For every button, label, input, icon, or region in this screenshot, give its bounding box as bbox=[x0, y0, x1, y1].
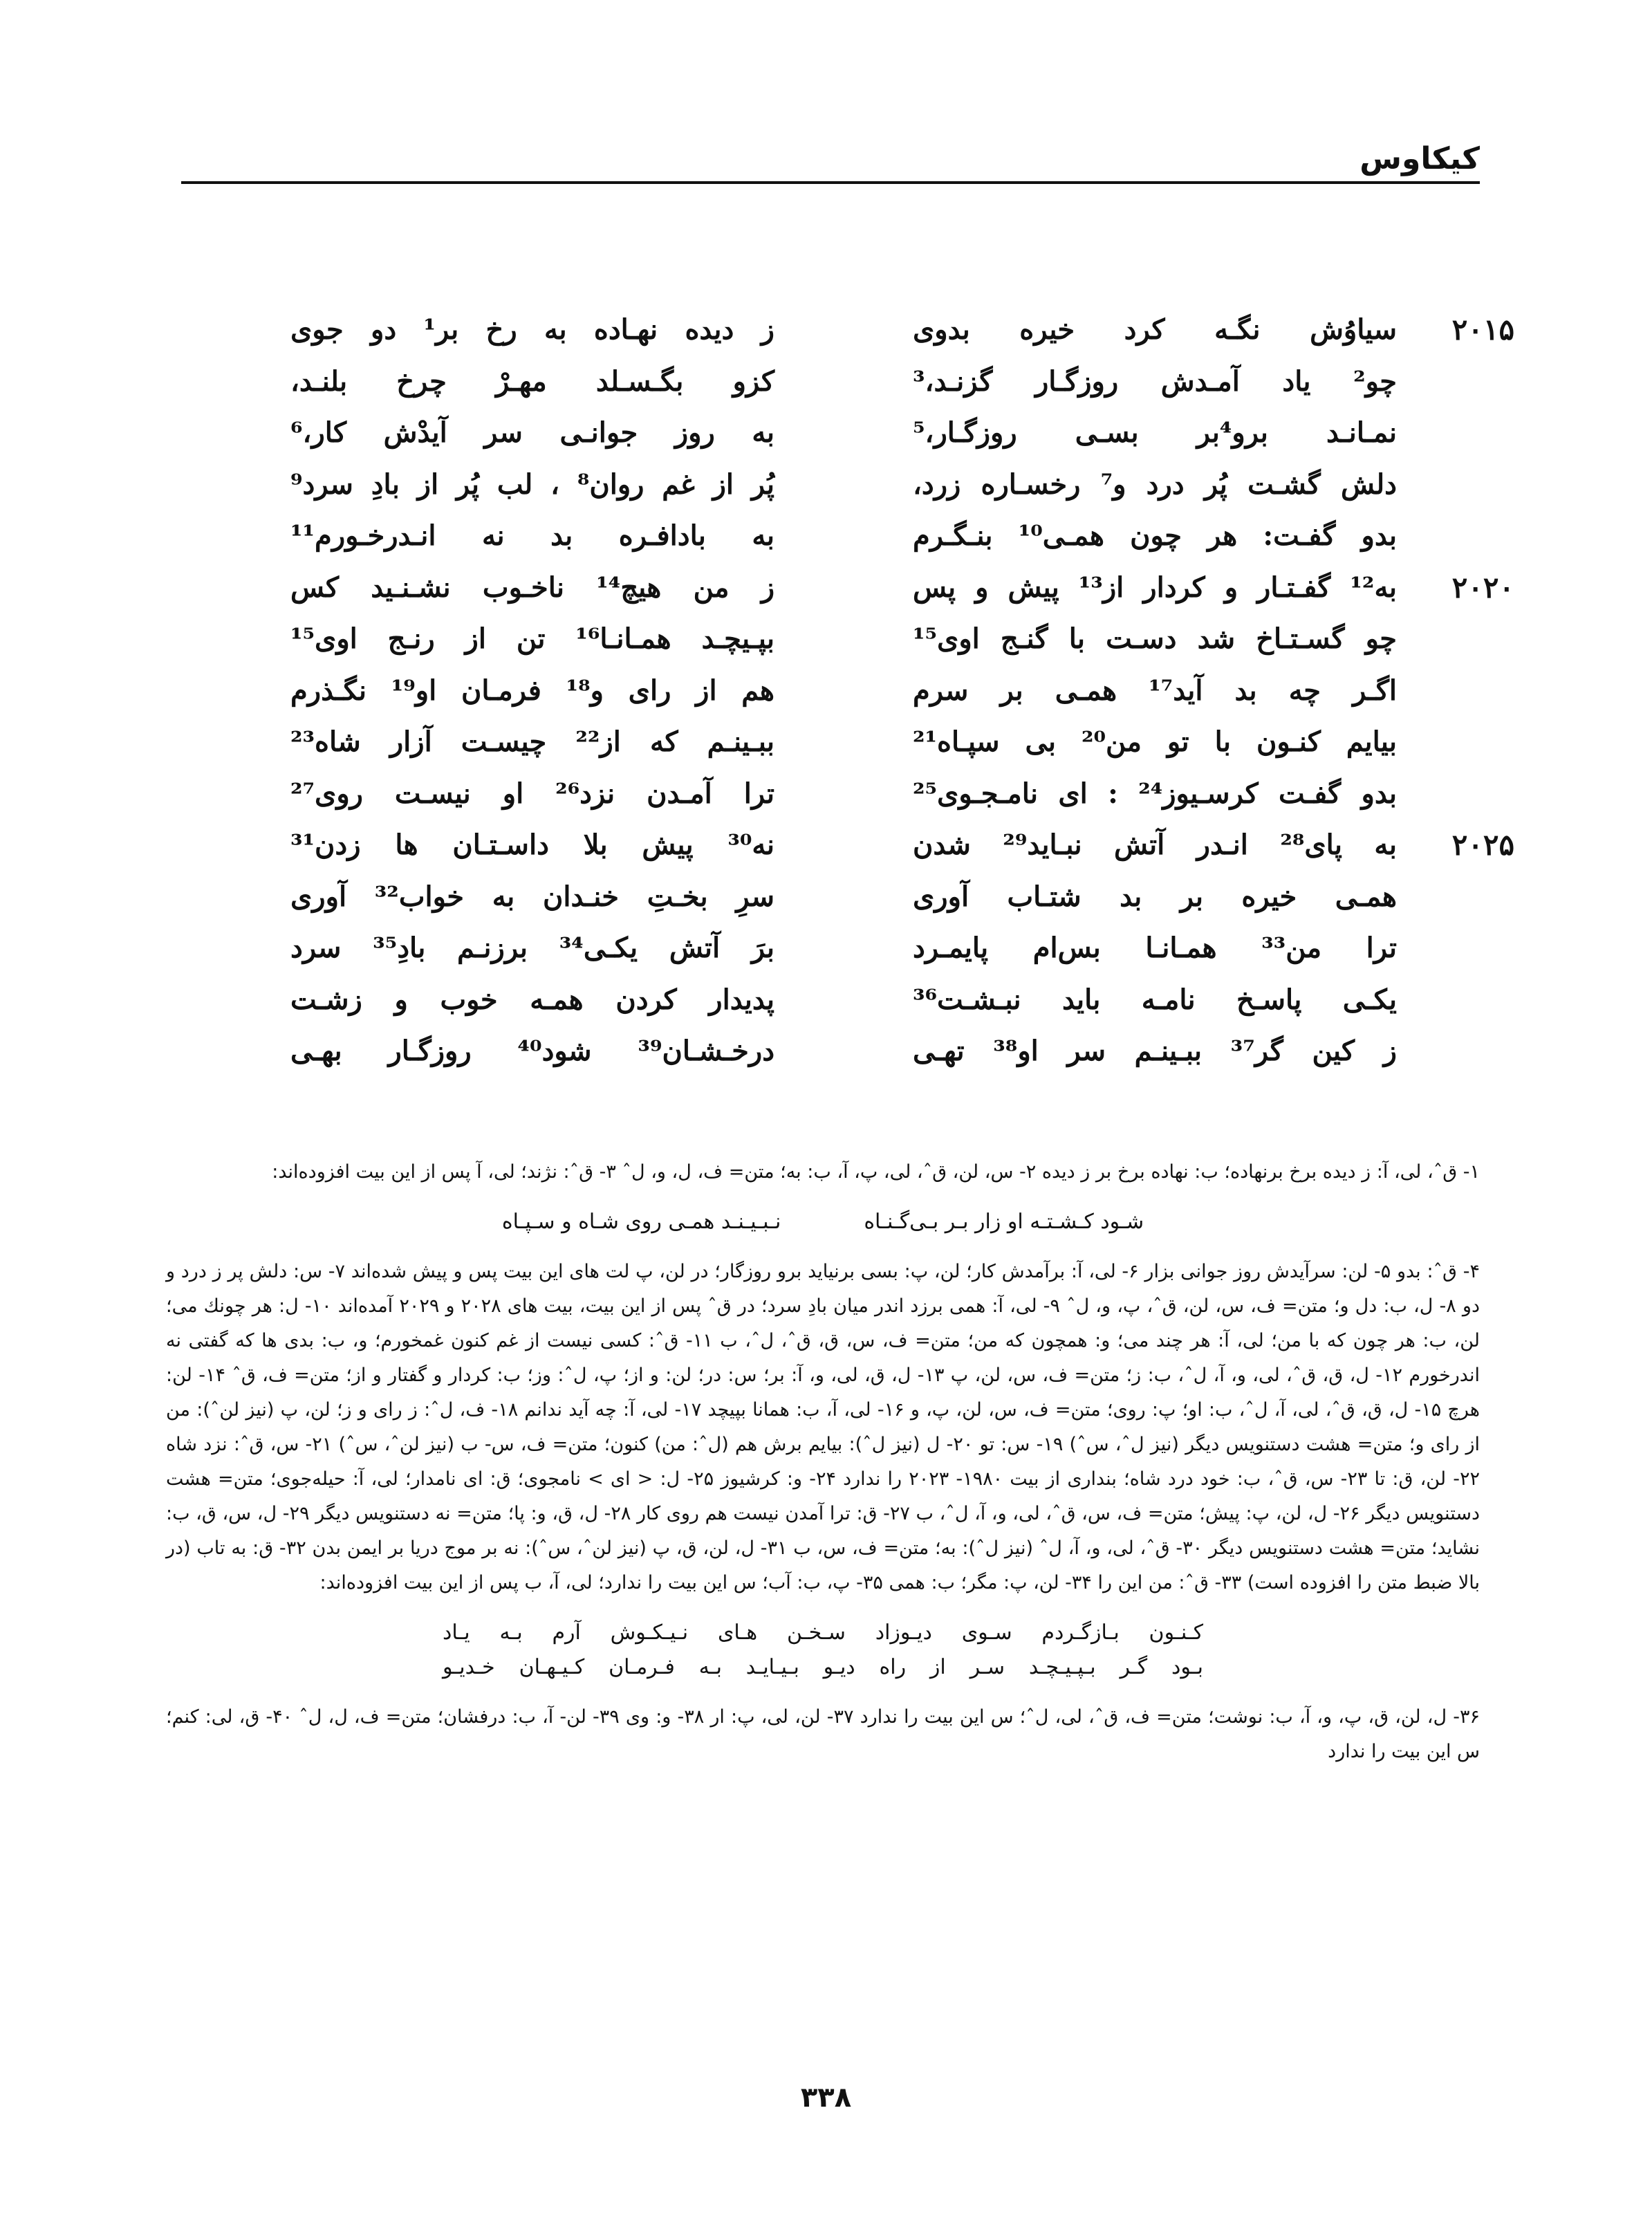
verse-line bbox=[290, 923, 774, 974]
hemistich: اگـر چه بد آید¹⁷ همـی بر سرم bbox=[913, 674, 1398, 707]
footnote-couplet bbox=[166, 1616, 1480, 1685]
verse-line bbox=[913, 613, 1397, 665]
verse-line bbox=[913, 974, 1397, 1026]
hemistich: بیایم کنـون با تو من²⁰ بی سپـاه²¹ bbox=[913, 726, 1397, 758]
hemistich: نه³⁰ پیش بلا داسـتـان ها زدن³¹ bbox=[290, 829, 774, 861]
poem-body bbox=[290, 304, 1514, 1086]
hemistich: ترا آمـدن نزد²⁶ او نیسـت روی²⁷ bbox=[290, 777, 775, 810]
hemistich: ز دیده نهـاده به رخ بر¹ دو جوی bbox=[290, 313, 774, 346]
hemistich: چو گسـتـاخ شد دسـت با گنـج اوی¹⁵ bbox=[913, 622, 1397, 655]
hemistich: ترا من³³ همـانـا بس‌ام پایمـرد bbox=[913, 932, 1397, 964]
verse-line bbox=[290, 820, 774, 871]
hemistich: کزو بگـسـلد مهـرْ چرخ بلنـد، bbox=[290, 364, 774, 398]
verse-line bbox=[913, 562, 1514, 614]
verse-line bbox=[290, 665, 774, 717]
footnotes bbox=[166, 1155, 1480, 1769]
couplet-line: کـنـون بـازگـردم سـوی دیـوزاد سـخـن هـای نـیـکـوش آرم بـه یـاد bbox=[443, 1620, 1203, 1645]
hemistich: سیاوُش نگـه کرد خیره بدوی bbox=[913, 313, 1397, 346]
couplet-hemistich: نـبـیـنـد همـی روی شـاه و سـپـاه bbox=[501, 1210, 781, 1234]
hemistich: ز من هیچ¹⁴ ناخـوب نشـنـید کس bbox=[290, 571, 775, 604]
hemistich: ببـینـم که از²² چیسـت آزار شاه²³ bbox=[290, 726, 775, 758]
verse-line bbox=[913, 768, 1397, 820]
verse-line bbox=[290, 613, 774, 665]
footnote-paragraph: ۱- قˆ، لی، آ: ز دیده برخ برنهاده؛ ب: نهاده برخ بر ز دیده ۲- س، لن، قˆ، لی، پ، آ، ب: به؛ متن= ف، ل، و، لˆ ۳- قˆ: نژند؛ لی، آ پس از این بیت افزوده‌اند: bbox=[272, 1161, 1480, 1183]
verse-line bbox=[290, 459, 774, 511]
verse-line bbox=[290, 304, 774, 356]
verse-line bbox=[290, 974, 774, 1026]
couplet-line: بـود گـر بـپـیـچـد سـر از راه دیـو بـیـایـد بـه فـرمـان کـیـهـان خـدیـو bbox=[443, 1655, 1203, 1679]
hemistich: به پای²⁸ انـدر آتش نبـاید²⁹ شدن bbox=[913, 829, 1397, 861]
verse-line bbox=[913, 459, 1397, 511]
verse-line bbox=[290, 768, 774, 820]
verse-line bbox=[913, 356, 1397, 408]
hemistich: دلش گشـت پُر درد و⁷ رخسـاره زرد، bbox=[913, 468, 1397, 501]
verse-line bbox=[913, 820, 1514, 871]
verse-line bbox=[290, 562, 774, 614]
verse-line bbox=[290, 871, 774, 923]
hemistich: پُر از غم روان⁸ ، لب پُر از بادِ سرد⁹ bbox=[290, 468, 775, 501]
verse-line bbox=[913, 871, 1397, 923]
hemistich: سرِ بخـتِ خنـدان به خواب³² آوری bbox=[290, 880, 774, 913]
hemistich: یکـی پاسـخ نامـه باید نبـشـت³⁶ bbox=[913, 983, 1397, 1016]
hemistich: هم از رای و¹⁸ فرمـان او¹⁹ نگـذرم bbox=[290, 674, 774, 707]
hemistich: نمـانـد برو⁴بر بسـی روزگـار،⁵ bbox=[913, 416, 1397, 449]
verse-line bbox=[913, 717, 1397, 768]
hemistich: برَ آتش یکـی³⁴ برزنـم بادِ³⁵ سرد bbox=[290, 932, 775, 964]
poem-column-right bbox=[913, 304, 1514, 1078]
page-title: کیکاوس bbox=[1359, 141, 1480, 176]
verse-line bbox=[290, 510, 774, 562]
verse-line bbox=[913, 510, 1397, 562]
hemistich: بدو گفـت: هر چون همـی¹⁰ بنـگـرم bbox=[913, 519, 1397, 552]
verse-number: ۲۰۲۵ bbox=[1451, 828, 1514, 862]
verse-line bbox=[290, 717, 774, 768]
header-rule bbox=[181, 181, 1480, 184]
verse-line bbox=[290, 1026, 774, 1078]
hemistich: به بادافـره بد نه انـدرخـورم¹¹ bbox=[290, 519, 774, 552]
poem-column-left bbox=[290, 304, 774, 1078]
verse-number: ۲۰۲۰ bbox=[1451, 570, 1514, 604]
hemistich: بپـیچـد همـانـا¹⁶ تن از رنـج اوی¹⁵ bbox=[290, 622, 774, 655]
verse-line bbox=[913, 665, 1397, 717]
couplet-hemistich: شـود کـشـتـه او زار بـر بـی‌گـنـاه bbox=[864, 1210, 1144, 1234]
footnote-paragraph: ۴- قˆ: بدو ۵- لن: سرآیدش روز جوانی بزار ۶- لی، آ: برآمدش کار؛ لن، پ: بسی برنیاید برو روزگار؛ در لن، پ لت های این بیت پس و پیش شده‌اند ۷- س: دلش پر ز درد و دو ۸- ل، ب: دل و؛ متن= ف، س، لن، قˆ، پ، و، لˆ ۹- لی، آ: همی برزد اندر میان بادِ سرد؛ در قˆ پس از این بیت، بیت های ۲۰۲۸ و ۲۰۲۹ آمده‌اند ۱۰- ل: هر چونك می؛ لن، ب: هر چون که با من؛ لی، آ: هر چند می؛ و: همچون که من؛ متن= ف، س، ق، قˆ، لˆ، ب ۱۱- قˆ: کسی نیست از غم کنون غمخورم؛ و، ب: بدی ها که گفتی نه اندرخورم ۱۲- ل، ق، قˆ، لی، و، آ، لˆ، ب: ز؛ متن= ف، س، لن، پ ۱۳- ل، ق، لی، و، آ: بر؛ س: در؛ لن: و از؛ پ، لˆ: وز؛ ب: کردار و گفتار و از؛ متن= ف، قˆ ۱۴- لن: هرچ ۱۵- ل، ق، قˆ، لی، آ، لˆ، ب: او؛ پ: روی؛ متن= ف، س، لن، پ، و ۱۶- لی، آ، ب: همانا بپیچد ۱۷- لی، آ: چه آید ندانم ۱۸- ف، لˆ: ز رای و ز؛ لن، پ (نیز لنˆ): من از رای و؛ متن= هشت دستنویس دیگر (نیز لˆ، سˆ) ۱۹- س: تو ۲۰- ل (نیز لˆ): بیایم برش هم (لˆ: من) کنون؛ متن= ف، س- ب (نیز لنˆ، سˆ) ۲۱- س، قˆ: نزد شاه ۲۲- لن، ق: تا ۲۳- س، قˆ، ب: خود درد شاه؛ بنداری از بیت ۱۹۸۰- ۲۰۲۳ را ندارد ۲۴- و: کرشیوز ۲۵- ل: < ای > نامجوی؛ ق: ای نامدار؛ لی، آ: حیله‌جوی؛ متن= هشت دستنویس دیگر ۲۶- ل، لن، پ: پیش؛ متن= ف، س، قˆ، لی، و، آ، لˆ، ب ۲۷- ق: ترا آمدن نیست هم روی کار ۲۸- ل، ق، و: پا؛ متن= نه دستنویس دیگر ۲۹- ل، س، ق، ب: نشاید؛ متن= هشت دستنویس دیگر ۳۰- قˆ، لی، و، آ، لˆ (نیز لˆ): به؛ متن= ف، س، ب ۳۱- ل، لن، ق، پ (نیز لنˆ، سˆ): نه بر موج دریا بر ایمن بدن ۳۲- ق: به تاب (در بالا ضبط متن را افزوده است) ۳۳- قˆ: من این را ۳۴- لن، پ: مگر؛ ب: همی ۳۵- پ، ب: آب؛ س این بیت را ندارد؛ لی، آ، ب پس از این بیت افزوده‌اند: bbox=[166, 1261, 1481, 1593]
verse-line bbox=[913, 407, 1397, 459]
footnote-paragraph: ۳۶- ل، لن، ق، پ، و، آ، ب: نوشت؛ متن= ف، قˆ، لی، لˆ؛ س این بیت را ندارد ۳۷- لن، لی، پ: ار ۳۸- و: وی ۳۹- لن- آ، ب: درفشان؛ متن= ف، ل، لˆ ۴۰- ق، لی: کنم؛ س این بیت را ندارد bbox=[166, 1706, 1480, 1762]
verse-line bbox=[290, 356, 774, 408]
hemistich: درخـشـان³⁹ شود⁴⁰ روزگـار بهـی bbox=[290, 1035, 775, 1067]
hemistich: ز کین گر³⁷ ببـینـم سر او³⁸ تهـی bbox=[913, 1035, 1397, 1067]
hemistich: همـی خیره بر بد شتـاب آوری bbox=[913, 880, 1397, 913]
hemistich: پدیدار کردن همـه خوب و زشـت bbox=[290, 983, 774, 1016]
page-number: ۳۳۸ bbox=[800, 2082, 852, 2114]
verse-line bbox=[290, 407, 774, 459]
hemistich: چو² یاد آمـدش روزگـار گزنـد،³ bbox=[913, 364, 1397, 398]
hemistich: به¹² گفـتـار و کردار از¹³ پیش و پس bbox=[913, 571, 1398, 604]
verse-number: ۲۰۱۵ bbox=[1451, 313, 1514, 346]
verse-line bbox=[913, 923, 1397, 974]
hemistich: بدو گفـت کرسـیوز²⁴ : ای نامـجـوی²⁵ bbox=[913, 777, 1397, 810]
verse-line bbox=[913, 304, 1514, 356]
footnote-couplet bbox=[166, 1205, 1480, 1239]
verse-line bbox=[913, 1026, 1397, 1078]
hemistich: به روز جوانـی سر آیدْش کار،⁶ bbox=[290, 416, 774, 449]
